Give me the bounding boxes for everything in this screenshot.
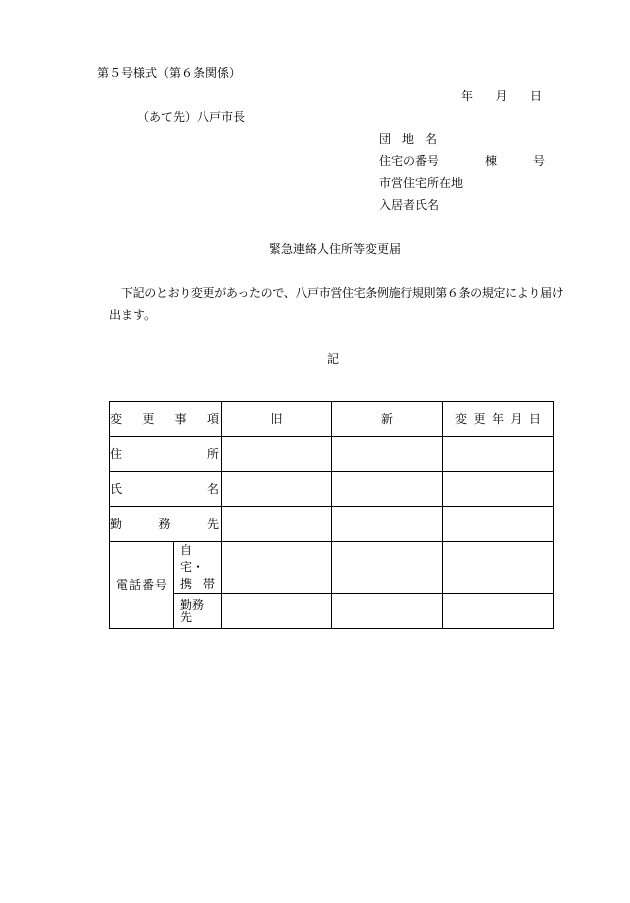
table-row bbox=[110, 472, 554, 507]
number-label: 号 bbox=[533, 154, 546, 168]
table-row bbox=[110, 507, 554, 542]
header-char: 変 bbox=[110, 412, 123, 426]
address-old-cell[interactable] bbox=[222, 437, 332, 472]
header-char: 更 bbox=[473, 412, 486, 426]
row-label-phone bbox=[110, 542, 174, 629]
phone-work-old-cell[interactable] bbox=[222, 594, 332, 629]
address-date-cell[interactable] bbox=[443, 437, 554, 472]
name-date-cell[interactable] bbox=[443, 472, 554, 507]
tenant-name-label: 入居者氏名 bbox=[379, 198, 440, 212]
danchi-label bbox=[379, 133, 437, 145]
header-change-date bbox=[443, 402, 554, 437]
phone-home-date-cell[interactable] bbox=[443, 542, 554, 594]
name-old-cell[interactable] bbox=[222, 472, 332, 507]
building-label: 棟 bbox=[485, 154, 498, 168]
form-label: 第５号様式（第６条関係） bbox=[97, 66, 242, 80]
row-label-name bbox=[110, 472, 222, 507]
date-line bbox=[461, 90, 542, 102]
header-change-item bbox=[110, 402, 222, 437]
table-row bbox=[110, 594, 554, 629]
date-month: 月 bbox=[495, 89, 508, 103]
row-char: 先 bbox=[206, 517, 219, 531]
row-char: 携 bbox=[180, 577, 193, 591]
addressee: （あて先）八戸市長 bbox=[137, 110, 246, 124]
address-new-cell[interactable] bbox=[332, 437, 443, 472]
header-char: 変 bbox=[455, 412, 468, 426]
workplace-date-cell[interactable] bbox=[443, 507, 554, 542]
body-text-line1: 下記のとおり変更があったので、八戸市営住宅条例施行規則第６条の規定により届け bbox=[121, 286, 564, 300]
row-char: 勤 bbox=[110, 517, 123, 531]
table-row bbox=[110, 437, 554, 472]
row-char: 号 bbox=[154, 578, 167, 592]
header-char: 日 bbox=[528, 412, 541, 426]
danchi-char: 地 bbox=[401, 132, 414, 146]
phone-work-new-cell[interactable] bbox=[332, 594, 443, 629]
header-char: 月 bbox=[510, 412, 523, 426]
phone-home-old-cell[interactable] bbox=[222, 542, 332, 594]
header-char: 事 bbox=[174, 412, 187, 426]
header-old: 旧 bbox=[222, 402, 332, 437]
header-char: 年 bbox=[491, 412, 504, 426]
phone-home-line1: 自宅・ bbox=[180, 543, 205, 574]
name-new-cell[interactable] bbox=[332, 472, 443, 507]
header-char: 項 bbox=[206, 412, 219, 426]
workplace-old-cell[interactable] bbox=[222, 507, 332, 542]
header-char: 更 bbox=[142, 412, 155, 426]
row-char: 話 bbox=[128, 578, 141, 592]
phone-work-label: 勤務先 bbox=[174, 594, 222, 629]
phone-home-line2 bbox=[180, 576, 215, 593]
row-label-address bbox=[110, 437, 222, 472]
row-char: 所 bbox=[206, 447, 219, 461]
body-text-line2: 出ます。 bbox=[109, 308, 157, 322]
phone-home-label bbox=[174, 542, 222, 594]
change-table bbox=[109, 401, 554, 629]
ki-label: 記 bbox=[327, 352, 340, 366]
table-header-row bbox=[110, 402, 554, 437]
table-row bbox=[110, 542, 554, 594]
document-title: 緊急連絡人住所等変更届 bbox=[269, 242, 402, 256]
danchi-char: 名 bbox=[424, 132, 437, 146]
phone-home-new-cell[interactable] bbox=[332, 542, 443, 594]
row-label-workplace bbox=[110, 507, 222, 542]
workplace-new-cell[interactable] bbox=[332, 507, 443, 542]
housing-number-label: 住宅の番号 bbox=[379, 154, 440, 168]
date-day: 日 bbox=[529, 89, 542, 103]
row-char: 帯 bbox=[202, 577, 215, 591]
row-char: 名 bbox=[206, 482, 219, 496]
danchi-char: 団 bbox=[379, 132, 392, 146]
row-char: 番 bbox=[141, 578, 154, 592]
address-label: 市営住宅所在地 bbox=[379, 176, 464, 190]
header-new: 新 bbox=[332, 402, 443, 437]
row-char: 務 bbox=[158, 517, 171, 531]
phone-work-date-cell[interactable] bbox=[443, 594, 554, 629]
row-char: 氏 bbox=[110, 482, 123, 496]
date-year: 年 bbox=[461, 89, 474, 103]
row-char: 住 bbox=[110, 447, 123, 461]
row-char: 電 bbox=[116, 578, 129, 592]
